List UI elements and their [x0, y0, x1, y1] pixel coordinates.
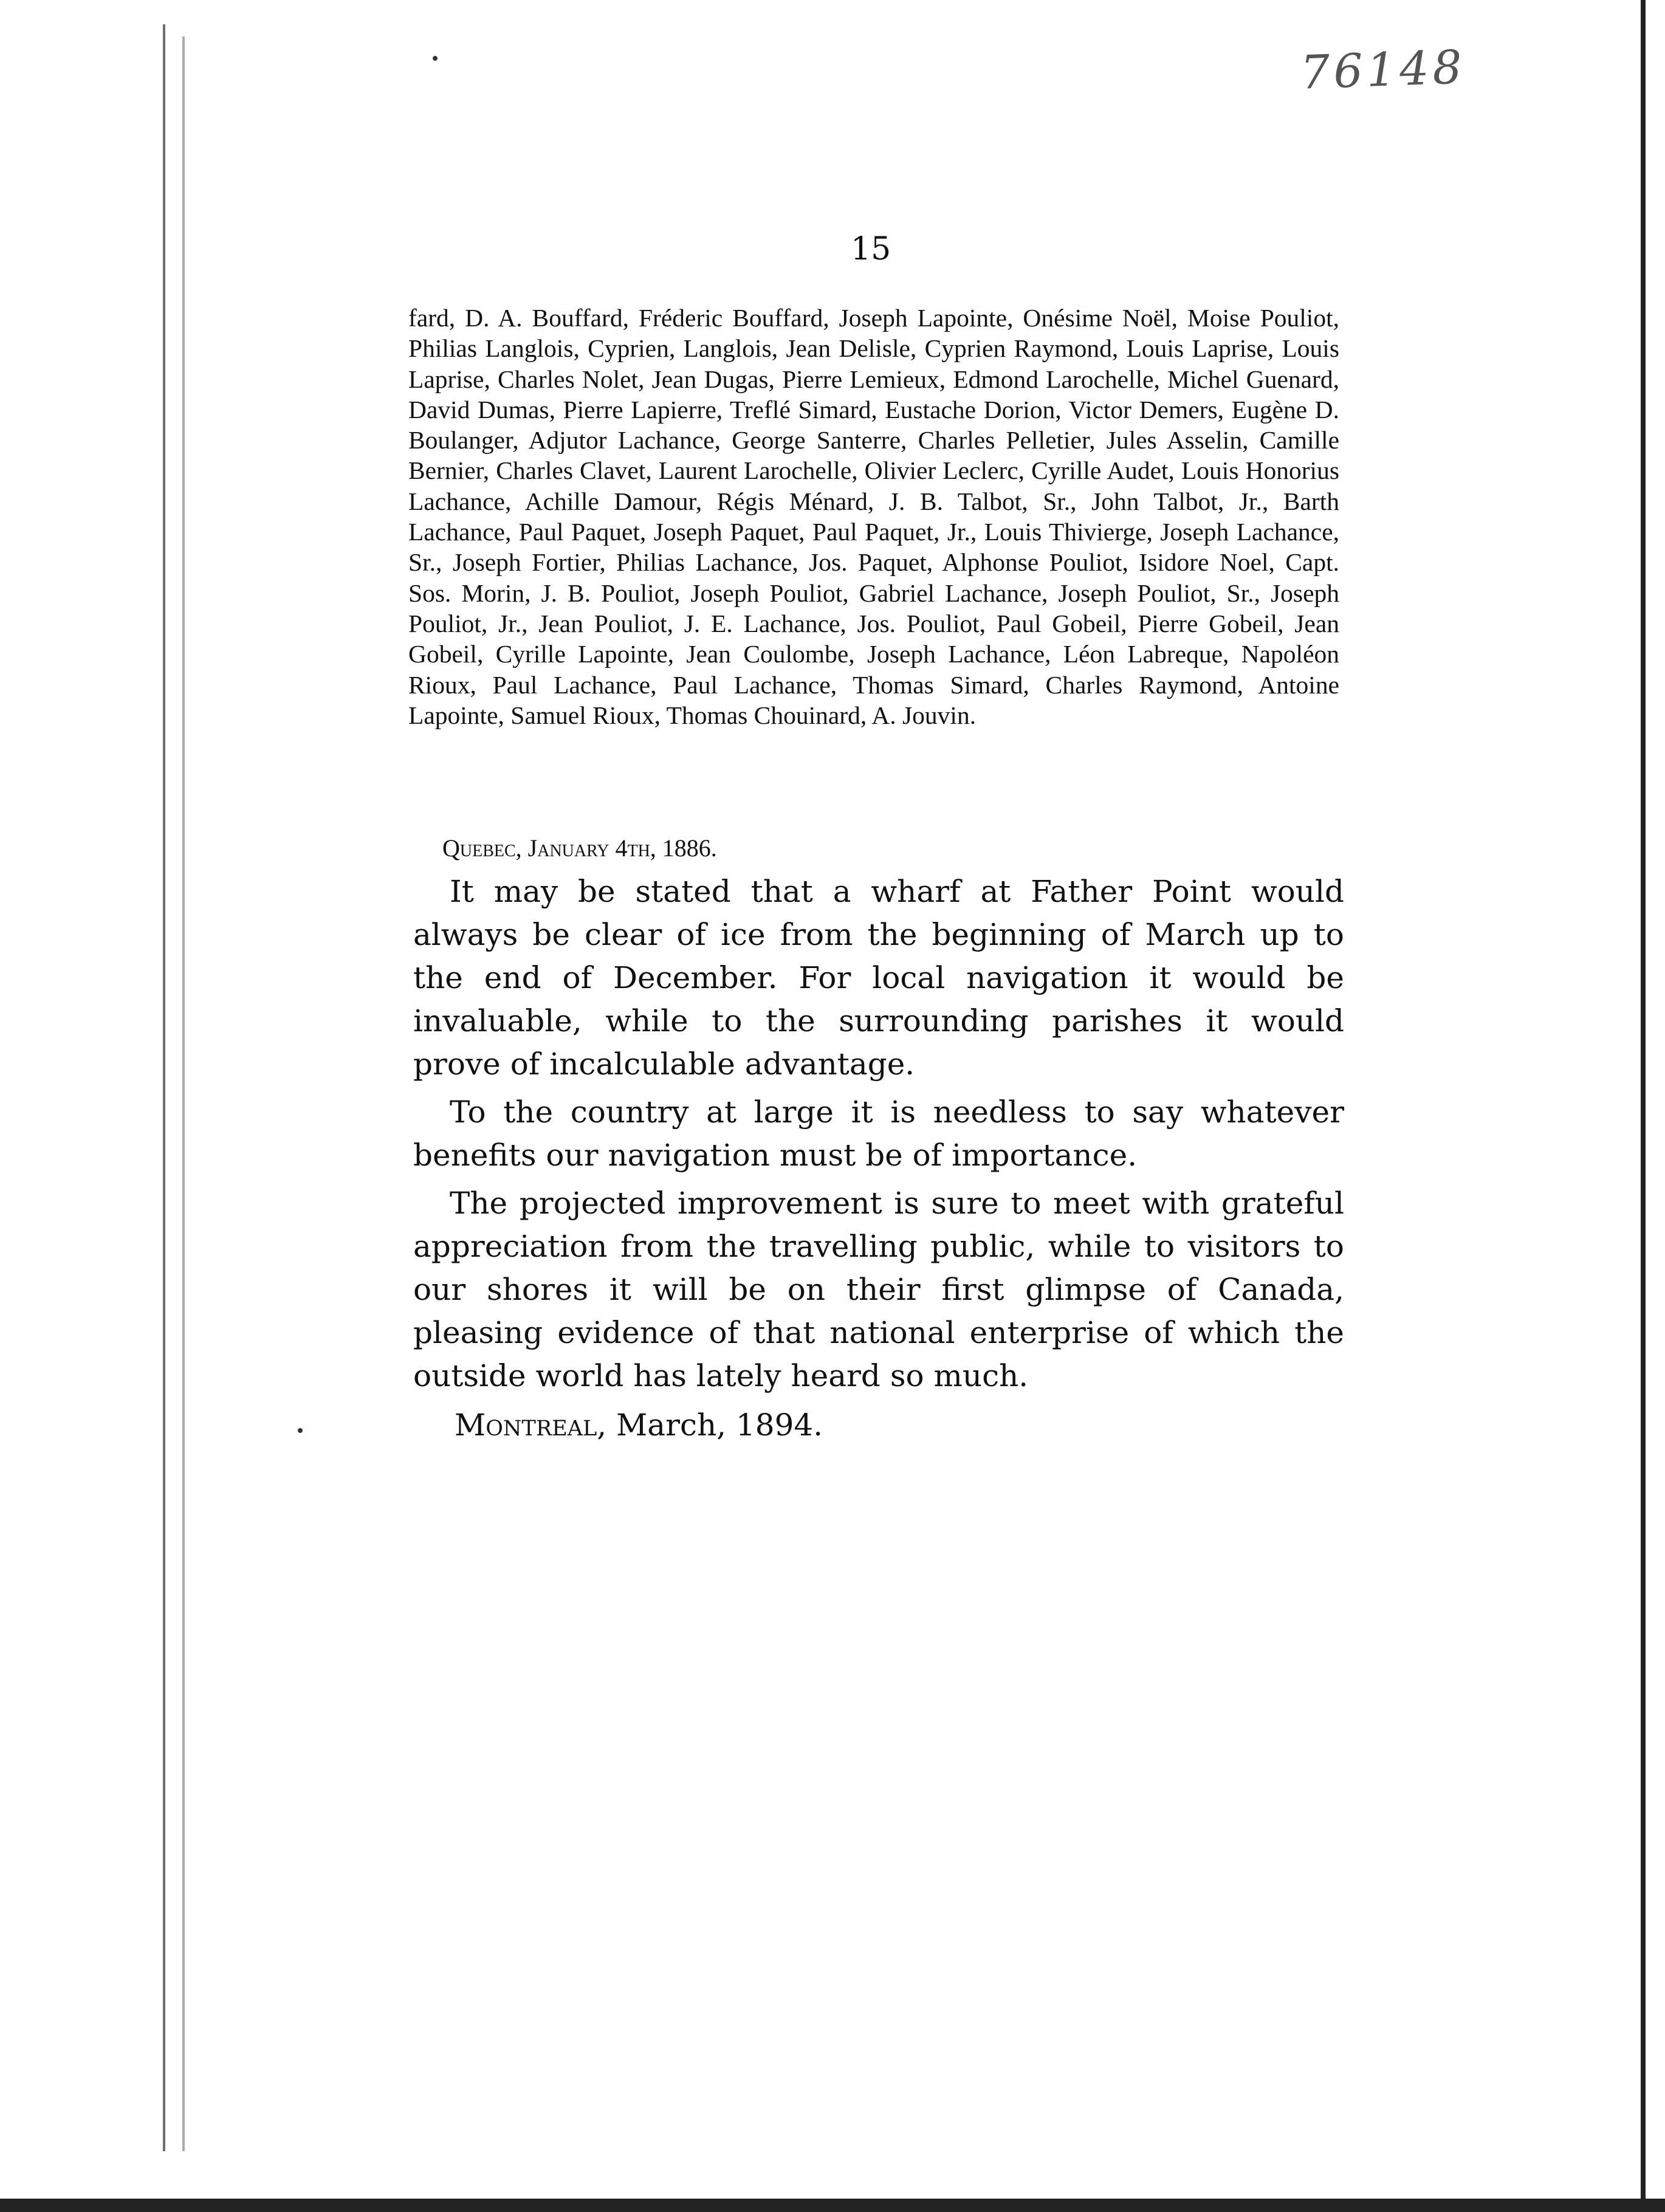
closing-date: , March, 1894. — [597, 1407, 823, 1443]
quebec-dateline: Quebec, January 4th, 1886. — [442, 834, 717, 862]
paragraph-country: To the country at large it is needless to say whatever benefits our navigation must be of importance. — [413, 1094, 1344, 1173]
paragraph-improvement: The projected improvement is sure to meet with grateful appreciation from the travelling public, while to visitors to our shores it will be on their first glimpse of Canada, pleasing evidence of that national enterprise of which the outside world has lately heard so much. — [413, 1186, 1344, 1393]
scan-edge-bottom — [0, 2199, 1665, 2212]
scan-edge-left-inner — [182, 36, 185, 2151]
scan-edge-right — [1641, 0, 1646, 2212]
scan-edge-left — [163, 24, 174, 2151]
closing-city: Montreal — [455, 1407, 597, 1443]
body-text — [413, 870, 1344, 1403]
handwritten-catalog-number: 76148 — [1299, 40, 1467, 100]
montreal-dateline — [455, 1407, 823, 1443]
paragraph-wharf: It may be stated that a wharf at Father Point would always be clear of ice from the beginning of March up to the end of December. For local navigation it would be invaluable, while to the surrounding parishes it would prove of incalculable advantage. — [413, 874, 1344, 1082]
scan-speck — [298, 1428, 303, 1433]
page-number: 15 — [851, 231, 891, 267]
scan-speck — [433, 56, 438, 61]
signatories-list: fard, D. A. Bouffard, Fréderic Bouffard, Joseph Lapointe, Onésime Noël, Moise Pouliot, Philias Langlois, Cyprien, Langlois, Jean Delisle, Cyprien Raymond, Louis Laprise, Louis Laprise, Charles Nolet, Jean Dugas, Pierre Lemieux, Edmond Larochelle, Michel Guenard, David Dumas, Pierre Lapierre, Treflé Simard, Eustache Dorion, Victor Demers, Eugène D. Boulanger, Adjutor Lachance, George Santerre, Charles Pelletier, Jules Asselin, Camille Bernier, Charles Clavet, Laurent Larochelle, Olivier Leclerc, Cyrille Audet, Louis Honorius Lachance, Achille Damour, Régis Ménard, J. B. Talbot, Sr., John Talbot, Jr., Barth Lachance, Paul Paquet, Joseph Paquet, Paul Paquet, Jr., Louis Thivierge, Joseph Lachance, Sr., Joseph Fortier, Philias Lachance, Jos. Paquet, Alphonse Pouliot, Isidore Noel, Capt. Sos. Morin, J. B. Pouliot, Joseph Pouliot, Gabriel Lachance, Joseph Pouliot, Sr., Joseph Pouliot, Jr., Jean Pouliot, J. E. Lachance, Jos. Pouliot, Paul Gobeil, Pierre Gobeil, Jean Gobeil, Cyrille Lapointe, Jean Coulombe, Joseph Lachance, Léon Labreque, Napoléon Rioux, Paul Lachance, Paul Lachance, Thomas Simard, Charles Raymond, Antoine Lapointe, Samuel Rioux, Thomas Chouinard, A. Jouvin. — [408, 304, 1339, 729]
